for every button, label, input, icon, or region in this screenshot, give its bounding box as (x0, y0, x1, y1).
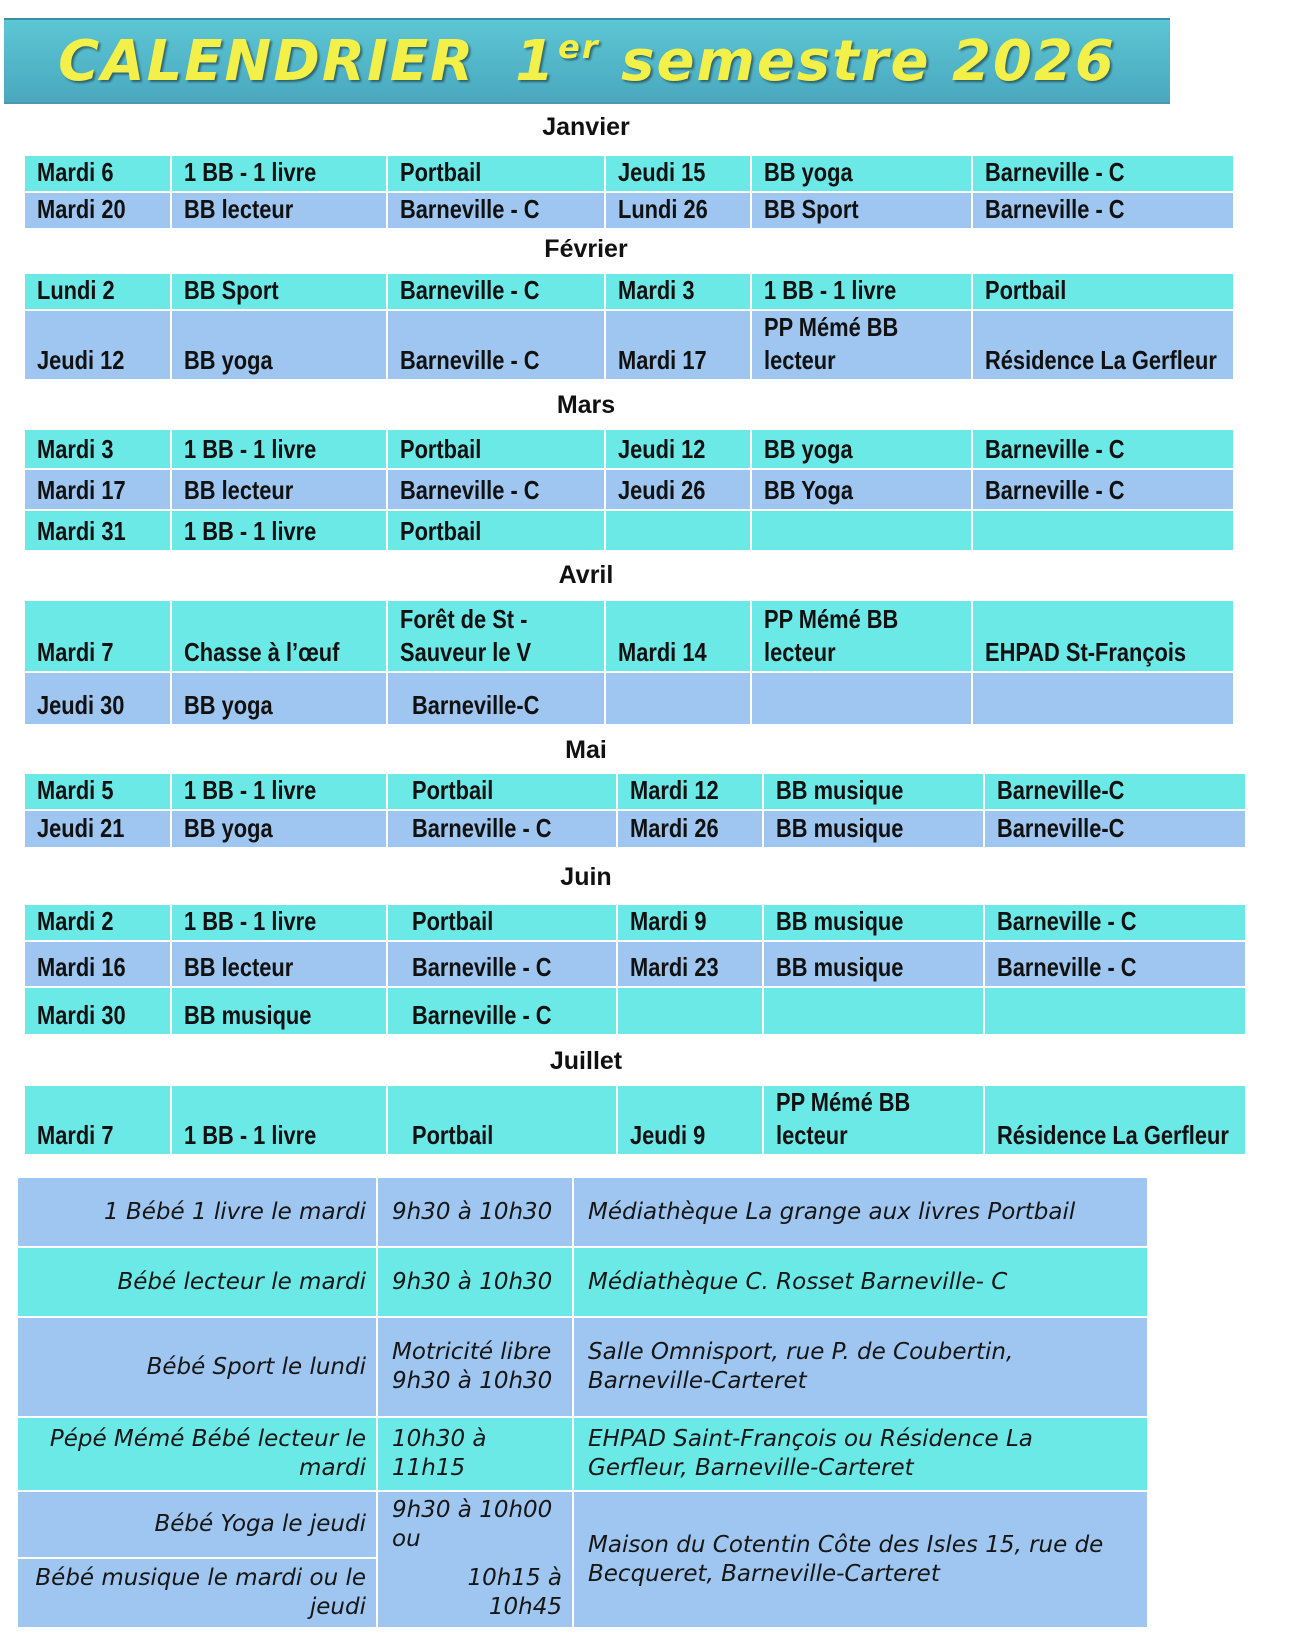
month-heading-janvier: Janvier (542, 113, 630, 141)
date-cell: Mardi 17 (605, 310, 751, 380)
date-cell (617, 987, 763, 1035)
place-cell: Barneville - C (972, 192, 1234, 229)
legend-hours: 9h30 à 10h00 ou (377, 1491, 573, 1558)
activity-cell: BB lecteur (171, 192, 387, 229)
table-row (24, 310, 1234, 380)
place-cell: Barneville - C (387, 192, 605, 229)
place-cell: Portbail (387, 510, 605, 551)
activity-cell: BB Sport (751, 192, 972, 229)
date-cell: Jeudi 9 (617, 1085, 763, 1155)
date-cell: Mardi 14 (605, 600, 751, 672)
date-cell: Mardi 6 (24, 155, 171, 192)
month-heading-mars: Mars (556, 391, 616, 419)
schedule-table-fevrier (23, 272, 1235, 381)
place-cell: Portbail (387, 155, 605, 192)
place-cell (972, 510, 1234, 551)
activity-cell: PP Mémé BB lecteur (751, 600, 972, 672)
legend-place: Maison du Cotentin Côte des Isles 15, rue de Becqueret, Barneville-Carteret (573, 1491, 1148, 1628)
place-cell: Portbail (387, 429, 605, 469)
place-cell: Barneville - C (387, 469, 605, 510)
table-row (24, 273, 1234, 310)
legend-activity: Bébé musique le mardi ou le jeudi (17, 1558, 377, 1628)
activity-cell: BB yoga (751, 155, 972, 192)
activity-cell (763, 987, 984, 1035)
place-cell: Portbail (387, 773, 617, 810)
table-row (24, 192, 1234, 229)
month-heading-juillet: Juillet (549, 1047, 623, 1075)
place-cell: Portbail (387, 1085, 617, 1155)
activity-cell: 1 BB - 1 livre (171, 155, 387, 192)
legend-activity: Bébé lecteur le mardi (17, 1247, 377, 1317)
place-cell: Barneville - C (387, 987, 617, 1035)
activity-cell: 1 BB - 1 livre (171, 429, 387, 469)
activity-cell: BB musique (763, 773, 984, 810)
activity-cell: PP Mémé BB lecteur (751, 310, 972, 380)
activity-cell: BB Sport (171, 273, 387, 310)
place-cell: Forêt de St - Sauveur le V (387, 600, 605, 672)
date-cell: Mardi 12 (617, 773, 763, 810)
date-cell (605, 672, 751, 725)
activity-cell: BB musique (171, 987, 387, 1035)
date-cell: Mardi 23 (617, 941, 763, 987)
activity-cell: BB yoga (171, 310, 387, 380)
place-cell: Barneville - C (972, 155, 1234, 192)
table-row (24, 155, 1234, 192)
legend-row (17, 1491, 1148, 1558)
place-cell: Barneville-C (984, 773, 1246, 810)
activity-cell: 1 BB - 1 livre (751, 273, 972, 310)
legend-place: Salle Omnisport, rue P. de Coubertin, Barneville-Carteret (573, 1317, 1148, 1417)
date-cell: Mardi 3 (24, 429, 171, 469)
activity-cell: BB musique (763, 904, 984, 941)
legend-row (17, 1417, 1148, 1491)
activity-cell: 1 BB - 1 livre (171, 904, 387, 941)
legend-place: EHPAD Saint-François ou Résidence La Gerfleur, Barneville-Carteret (573, 1417, 1148, 1491)
place-cell: Résidence La Gerfleur (984, 1085, 1246, 1155)
activity-cell: BB yoga (751, 429, 972, 469)
legend-activity: Pépé Mémé Bébé lecteur le mardi (17, 1417, 377, 1491)
month-heading-fevrier: Février (544, 235, 628, 263)
date-cell: Jeudi 26 (605, 469, 751, 510)
legend-place: Médiathèque C. Rosset Barneville- C (573, 1247, 1148, 1317)
place-cell: Barneville - C (984, 941, 1246, 987)
activity-cell (751, 672, 972, 725)
title-superscript: er (558, 28, 600, 66)
table-row (24, 904, 1246, 941)
place-cell: Barneville - C (387, 810, 617, 848)
place-cell: Portbail (387, 904, 617, 941)
place-cell: Résidence La Gerfleur (972, 310, 1234, 380)
schedule-table-mai (23, 772, 1247, 849)
activity-cell: PP Mémé BB lecteur (763, 1085, 984, 1155)
activity-cell: Chasse à l’œuf (171, 600, 387, 672)
place-cell: Barneville - C (387, 273, 605, 310)
legend-place: Médiathèque La grange aux livres Portbail (573, 1177, 1148, 1247)
place-cell (984, 987, 1246, 1035)
activity-cell: BB musique (763, 941, 984, 987)
place-cell: Barneville - C (387, 941, 617, 987)
activity-cell: BB lecteur (171, 469, 387, 510)
title-main: CALENDRIER (58, 29, 476, 94)
schedule-table-mars (23, 428, 1235, 552)
place-cell: Barneville-C (387, 672, 605, 725)
place-cell: EHPAD St-François (972, 600, 1234, 672)
date-cell: Mardi 7 (24, 600, 171, 672)
schedule-table-janvier (23, 154, 1235, 230)
legend-hours: 9h30 à 10h30 (377, 1247, 573, 1317)
date-cell: Mardi 17 (24, 469, 171, 510)
date-cell: Jeudi 12 (605, 429, 751, 469)
schedule-table-avril (23, 599, 1235, 726)
date-cell: Jeudi 15 (605, 155, 751, 192)
date-cell: Jeudi 30 (24, 672, 171, 725)
schedule-table-juillet (23, 1084, 1247, 1156)
table-row (24, 429, 1234, 469)
place-cell: Barneville - C (387, 310, 605, 380)
legend-row (17, 1177, 1148, 1247)
activity-cell: BB yoga (171, 672, 387, 725)
date-cell: Mardi 31 (24, 510, 171, 551)
table-row (24, 987, 1246, 1035)
table-row (24, 941, 1246, 987)
legend-hours: 10h15 à 10h45 (377, 1558, 573, 1628)
activity-cell (751, 510, 972, 551)
title-number: 1 (515, 29, 557, 94)
date-cell: Jeudi 21 (24, 810, 171, 848)
table-row (24, 600, 1234, 672)
date-cell: Mardi 2 (24, 904, 171, 941)
place-cell: Barneville - C (972, 469, 1234, 510)
place-cell: Portbail (972, 273, 1234, 310)
activity-cell: BB lecteur (171, 941, 387, 987)
legend-table (16, 1176, 1149, 1629)
month-heading-avril: Avril (558, 561, 614, 589)
place-cell (972, 672, 1234, 725)
table-row (24, 773, 1246, 810)
date-cell: Mardi 20 (24, 192, 171, 229)
date-cell: Mardi 30 (24, 987, 171, 1035)
activity-cell: 1 BB - 1 livre (171, 1085, 387, 1155)
table-row (24, 672, 1234, 725)
title-rest: semestre 2026 (621, 29, 1116, 94)
date-cell: Mardi 5 (24, 773, 171, 810)
table-row (24, 510, 1234, 551)
legend-row (17, 1317, 1148, 1417)
date-cell: Mardi 3 (605, 273, 751, 310)
activity-cell: BB yoga (171, 810, 387, 848)
legend-activity: 1 Bébé 1 livre le mardi (17, 1177, 377, 1247)
page-title (58, 28, 1116, 94)
activity-cell: 1 BB - 1 livre (171, 773, 387, 810)
activity-cell: BB Yoga (751, 469, 972, 510)
place-cell: Barneville-C (984, 810, 1246, 848)
date-cell: Mardi 16 (24, 941, 171, 987)
legend-row (17, 1247, 1148, 1317)
legend-hours: Motricité libre 9h30 à 10h30 (377, 1317, 573, 1417)
month-heading-mai: Mai (565, 736, 607, 764)
table-row (24, 1085, 1246, 1155)
date-cell: Mardi 26 (617, 810, 763, 848)
table-row (24, 810, 1246, 848)
date-cell: Lundi 26 (605, 192, 751, 229)
date-cell: Mardi 7 (24, 1085, 171, 1155)
place-cell: Barneville - C (984, 904, 1246, 941)
place-cell: Barneville - C (972, 429, 1234, 469)
activity-cell: BB musique (763, 810, 984, 848)
date-cell: Jeudi 12 (24, 310, 171, 380)
legend-hours: 9h30 à 10h30 (377, 1177, 573, 1247)
schedule-table-juin (23, 903, 1247, 1036)
header-banner (4, 18, 1170, 104)
date-cell: Mardi 9 (617, 904, 763, 941)
legend-hours: 10h30 à 11h15 (377, 1417, 573, 1491)
legend-activity: Bébé Yoga le jeudi (17, 1491, 377, 1558)
legend-activity: Bébé Sport le lundi (17, 1317, 377, 1417)
table-row (24, 469, 1234, 510)
date-cell: Lundi 2 (24, 273, 171, 310)
date-cell (605, 510, 751, 551)
activity-cell: 1 BB - 1 livre (171, 510, 387, 551)
month-heading-juin: Juin (560, 863, 612, 891)
